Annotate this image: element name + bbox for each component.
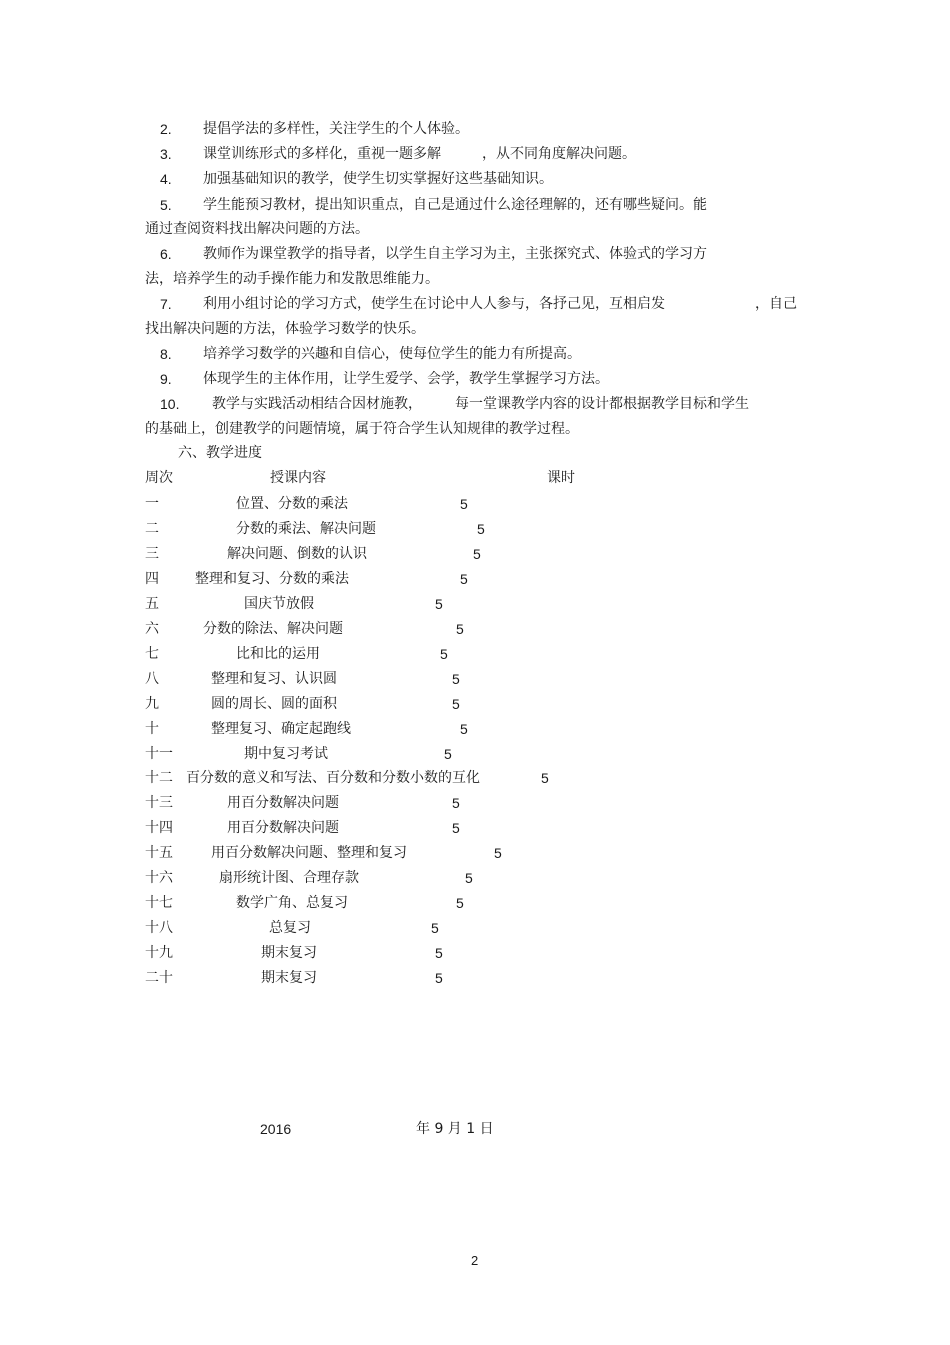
row-week: 十八 [145, 920, 173, 936]
item-text: 学生能预习教材，提出知识重点，自己是通过什么途径理解的，还有哪些疑问。能 [203, 197, 707, 213]
row-week: 十三 [145, 795, 173, 811]
row-content: 用百分数解决问题 [227, 820, 339, 836]
item-text: 提倡学法的多样性，关注学生的个人体验。 [203, 121, 469, 137]
row-week: 十 [145, 721, 159, 737]
row-content: 百分数的意义和写法、百分数和分数小数的互化 [186, 770, 480, 786]
row-hours: 5 [494, 845, 502, 861]
row-week: 十七 [145, 895, 173, 911]
row-hours: 5 [541, 770, 549, 786]
item-text: 教学与实践活动相结合因材施教， [212, 396, 422, 412]
row-content: 整理复习、确定起跑线 [211, 721, 351, 737]
row-hours: 5 [452, 820, 460, 836]
item-number: 9. [160, 371, 172, 387]
row-content: 解决问题、倒数的认识 [227, 546, 367, 562]
item-number: 6. [160, 246, 172, 262]
item-number: 7. [160, 296, 172, 312]
row-hours: 5 [435, 970, 443, 986]
row-hours: 5 [435, 596, 443, 612]
row-content: 整理和复习、认识圆 [211, 671, 337, 687]
item-text-line2: 的基础上，创建教学的问题情境，属于符合学生认知规律的教学过程。 [145, 421, 579, 437]
row-hours: 5 [456, 895, 464, 911]
row-hours: 5 [460, 496, 468, 512]
item-text-continued: ，从不同角度解决问题。 [482, 146, 636, 162]
item-number: 8. [160, 346, 172, 362]
section-title: 六、教学进度 [178, 445, 262, 461]
row-week: 十六 [145, 870, 173, 886]
row-content: 总复习 [269, 920, 311, 936]
row-hours: 5 [444, 746, 452, 762]
row-hours: 5 [456, 621, 464, 637]
row-week: 九 [145, 696, 159, 712]
date-year: 2016 [260, 1121, 292, 1137]
header-hours: 课时 [547, 470, 575, 486]
row-hours: 5 [431, 920, 439, 936]
row-week: 十四 [145, 820, 173, 836]
row-week: 十二 [145, 770, 173, 786]
row-week: 二 [145, 521, 159, 537]
row-content: 数学广角、总复习 [236, 895, 348, 911]
row-hours: 5 [477, 521, 485, 537]
row-hours: 5 [435, 945, 443, 961]
header-content: 授课内容 [270, 470, 326, 486]
row-week: 二十 [145, 970, 173, 986]
row-week: 十九 [145, 945, 173, 961]
date-month-day: 年 9 月 1 日 [416, 1121, 494, 1137]
item-text: 课堂训练形式的多样化，重视一题多解 [203, 146, 441, 162]
header-week: 周次 [145, 470, 173, 486]
row-content: 用百分数解决问题 [227, 795, 339, 811]
item-text: 利用小组讨论的学习方式，使学生在讨论中人人参与，各抒己见，互相启发 [203, 296, 665, 312]
row-week: 八 [145, 671, 159, 687]
item-text-continued: 每一堂课教学内容的设计都根据教学目标和学生 [455, 396, 749, 412]
row-content: 位置、分数的乘法 [236, 496, 348, 512]
page-number: 2 [471, 1253, 479, 1268]
row-content: 圆的周长、圆的面积 [211, 696, 337, 712]
row-week: 五 [145, 596, 159, 612]
row-hours: 5 [440, 646, 448, 662]
row-hours: 5 [452, 671, 460, 687]
item-text-line2: 找出解决问题的方法，体验学习数学的快乐。 [145, 321, 425, 337]
item-text: 培养学习数学的兴趣和自信心，使每位学生的能力有所提高。 [203, 346, 581, 362]
item-text-line2: 法，培养学生的动手操作能力和发散思维能力。 [145, 271, 439, 287]
row-week: 三 [145, 546, 159, 562]
row-content: 用百分数解决问题、整理和复习 [211, 845, 407, 861]
row-hours: 5 [473, 546, 481, 562]
row-content: 分数的乘法、解决问题 [236, 521, 376, 537]
row-content: 比和比的运用 [236, 646, 320, 662]
row-content: 期末复习 [261, 970, 317, 986]
row-content: 期末复习 [261, 945, 317, 961]
row-hours: 5 [460, 571, 468, 587]
item-text: 加强基础知识的教学，使学生切实掌握好这些基础知识。 [203, 171, 553, 187]
item-number: 10. [160, 396, 180, 412]
row-content: 期中复习考试 [244, 746, 328, 762]
row-content: 国庆节放假 [244, 596, 314, 612]
row-week: 四 [145, 571, 159, 587]
item-number: 4. [160, 171, 172, 187]
item-text: 体现学生的主体作用，让学生爱学、会学，教学生掌握学习方法。 [203, 371, 609, 387]
item-number: 2. [160, 121, 172, 137]
row-week: 七 [145, 646, 159, 662]
row-content: 分数的除法、解决问题 [203, 621, 343, 637]
item-text-continued: ，自己 [755, 296, 797, 312]
row-hours: 5 [465, 870, 473, 886]
row-content: 整理和复习、分数的乘法 [195, 571, 349, 587]
item-number: 3. [160, 146, 172, 162]
row-week: 一 [145, 496, 159, 512]
row-hours: 5 [452, 696, 460, 712]
row-content: 扇形统计图、合理存款 [219, 870, 359, 886]
item-number: 5. [160, 197, 172, 213]
row-hours: 5 [452, 795, 460, 811]
row-week: 十五 [145, 845, 173, 861]
item-text-line2: 通过查阅资料找出解决问题的方法。 [145, 221, 369, 237]
row-hours: 5 [460, 721, 468, 737]
item-text: 教师作为课堂教学的指导者，以学生自主学习为主，主张探究式、体验式的学习方 [203, 246, 707, 262]
row-week: 十一 [145, 746, 173, 762]
row-week: 六 [145, 621, 159, 637]
